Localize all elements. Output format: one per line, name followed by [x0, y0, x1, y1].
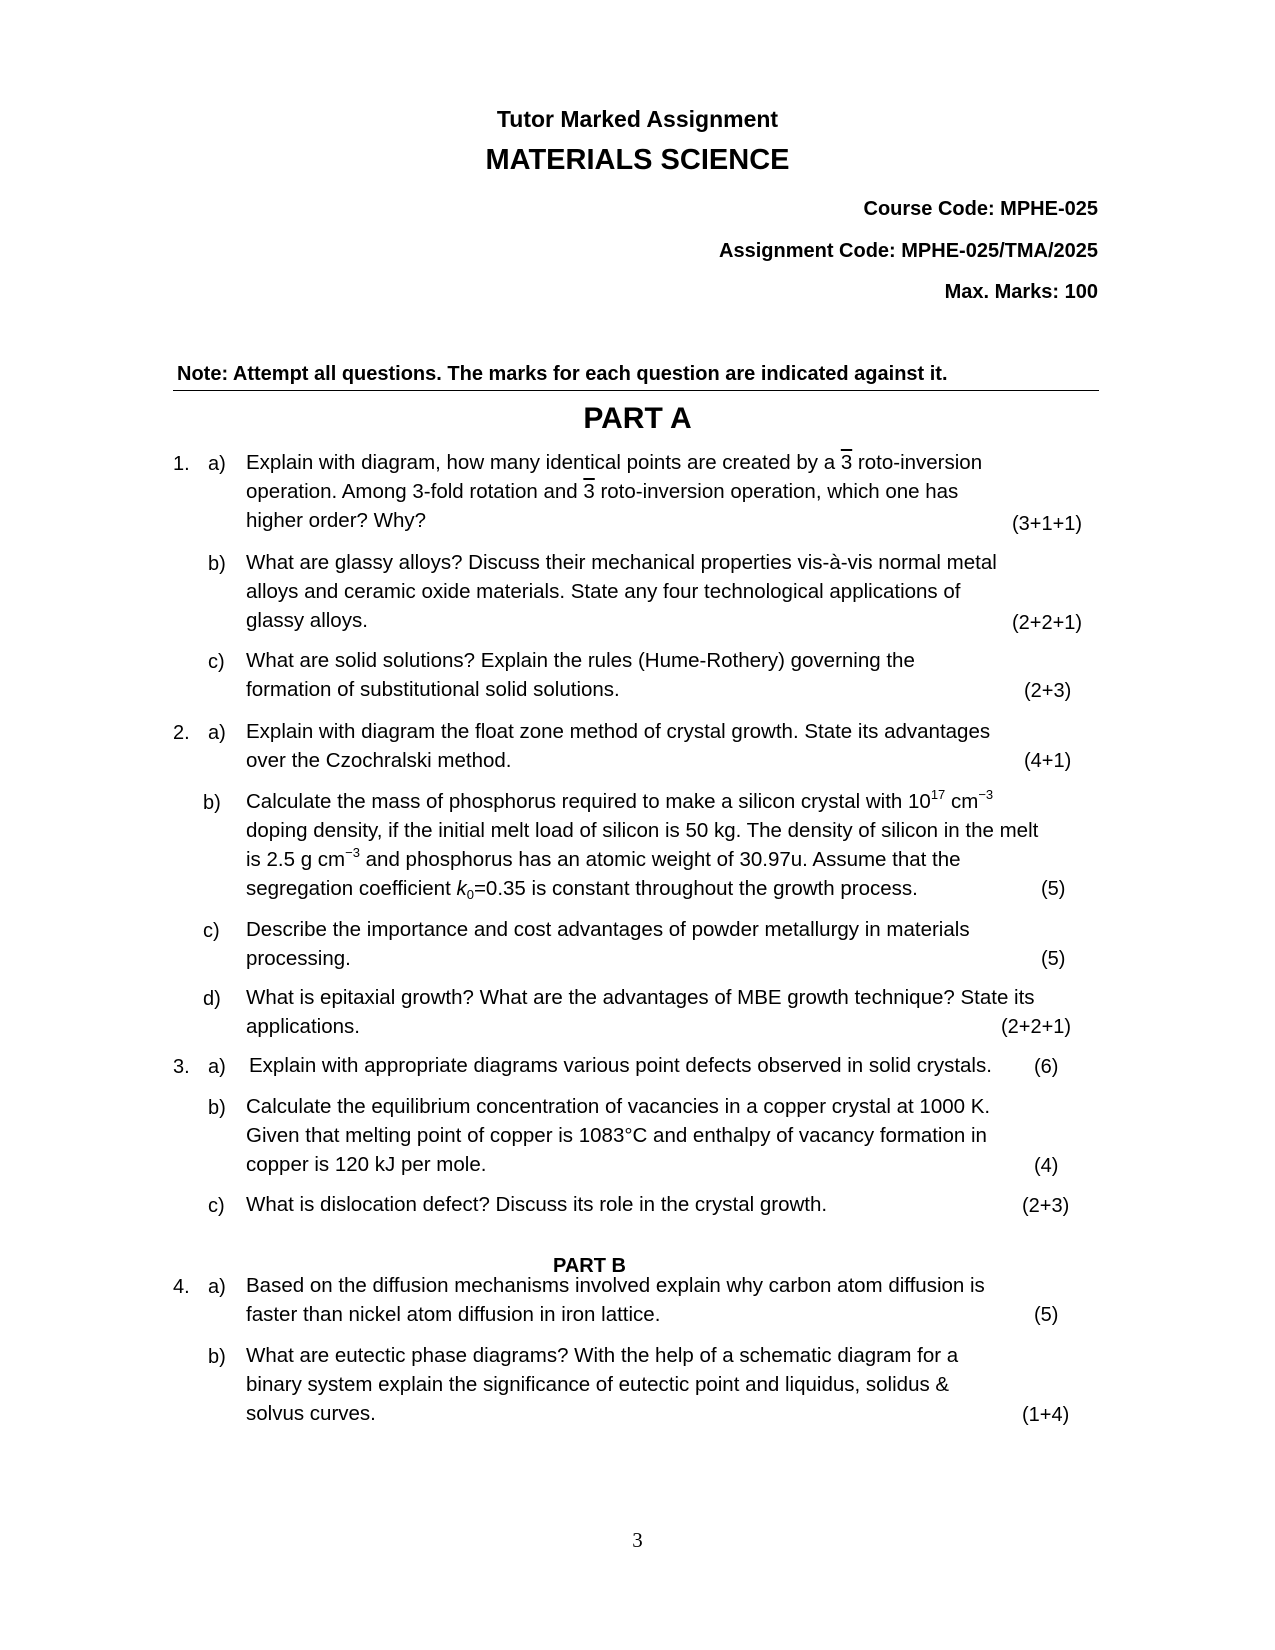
text-line: Explain with diagram, how many identical points are created by a 3 roto-inversion: [246, 451, 983, 474]
text-line: higher order? Why?: [246, 509, 427, 532]
max-marks: Max. Marks: 100: [944, 281, 1098, 303]
marks: (4+1): [1024, 750, 1072, 772]
question-number: 3.: [173, 1056, 190, 1078]
question-part-label: b): [208, 1346, 226, 1368]
marks: (2+3): [1022, 1195, 1070, 1217]
question-part-label: d): [203, 988, 221, 1010]
course-code: Course Code: MPHE-025: [863, 198, 1098, 220]
marks: (2+3): [1024, 680, 1072, 702]
assignment-code: Assignment Code: MPHE-025/TMA/2025: [719, 240, 1098, 262]
question-2a-text: Explain with diagram the float zone method of crystal growth. State its advantages over the Czochralski method.: [246, 720, 991, 772]
page-number: 3: [632, 1528, 643, 1552]
marks: (1+4): [1022, 1404, 1070, 1426]
bar-three-symbol: 3: [840, 451, 853, 474]
question-part-label: c): [208, 651, 225, 673]
marks: (5): [1034, 1304, 1059, 1326]
question-part-label: a): [208, 1276, 226, 1298]
question-2d-text: What is epitaxial growth? What are the advantages of MBE growth technique? State its applications.: [246, 986, 1035, 1038]
question-3a-text: Explain with appropriate diagrams various point defects observed in solid crystals.: [249, 1054, 992, 1077]
marks: (5): [1041, 948, 1066, 970]
marks: (6): [1034, 1056, 1059, 1078]
question-part-label: b): [203, 792, 221, 814]
question-1a-text: [246, 448, 1106, 535]
part-b-heading: PART B: [553, 1255, 626, 1277]
part-a-heading: PART A: [583, 402, 692, 435]
question-number: 4.: [173, 1276, 190, 1298]
question-part-label: a): [208, 1056, 226, 1078]
question-part-label: a): [208, 453, 226, 475]
question-number: 1.: [173, 453, 190, 475]
marks: (5): [1041, 878, 1066, 900]
bar-three-symbol: 3: [583, 480, 595, 503]
marks: (2+2+1): [1012, 612, 1083, 634]
question-2b-text: Calculate the mass of phosphorus required to make a silicon crystal with $10^{17}$ $cm^{-3}$ doping density, if the initial melt load of silicon is 50 kg. The density of silicon in the melt is 2.5 g $cm^{-3}$ and phosphorus has an atomic weight of 30.97u. Assume that the segregation coefficient $k_0=0.35$ is constant throughout the growth process.: [246, 787, 1039, 902]
question-3b-text: Calculate the equilibrium concentration of vacancies in a copper crystal at 1000 K. Given that melting point of copper is 1083°C and enthalpy of vacancy formation in copper is 120 kJ per mole.: [246, 1095, 991, 1176]
question-part-label: b): [208, 1097, 226, 1119]
question-part-label: c): [208, 1195, 225, 1217]
question-1c-text: What are solid solutions? Explain the rules (Hume-Rothery) governing the formation of substitutional solid solutions.: [246, 649, 915, 701]
divider: [173, 390, 1099, 391]
marks: (3+1+1): [1012, 513, 1083, 535]
question-part-label: b): [208, 553, 226, 575]
question-3c-text: What is dislocation defect? Discuss its role in the crystal growth.: [246, 1193, 828, 1216]
question-1b-text: What are glassy alloys? Discuss their mechanical properties vis-à-vis normal metal alloys and ceramic oxide materials. State any four technological applications of glassy alloys.: [246, 551, 997, 632]
question-4a-text: Based on the diffusion mechanisms involved explain why carbon atom diffusion is faster than nickel atom diffusion in iron lattice.: [246, 1274, 985, 1326]
question-part-label: c): [203, 920, 220, 942]
question-part-label: a): [208, 722, 226, 744]
question-2c-text: Describe the importance and cost advantages of powder metallurgy in materials processing.: [246, 918, 970, 970]
question-number: 2.: [173, 722, 190, 744]
instructions-note: Note: Attempt all questions. The marks for each question are indicated against it.: [177, 363, 948, 385]
assignment-title: Tutor Marked Assignment: [496, 106, 779, 132]
subject-title: MATERIALS SCIENCE: [485, 144, 790, 176]
marks: (4): [1034, 1155, 1059, 1177]
question-4b-text: What are eutectic phase diagrams? With the help of a schematic diagram for a binary system explain the significance of eutectic point and liquidus, solidus & solvus curves.: [246, 1344, 959, 1425]
marks: (2+2+1): [1001, 1016, 1072, 1038]
text-line: operation. Among 3-fold rotation and 3 roto-inversion operation, which one has: [246, 480, 959, 503]
